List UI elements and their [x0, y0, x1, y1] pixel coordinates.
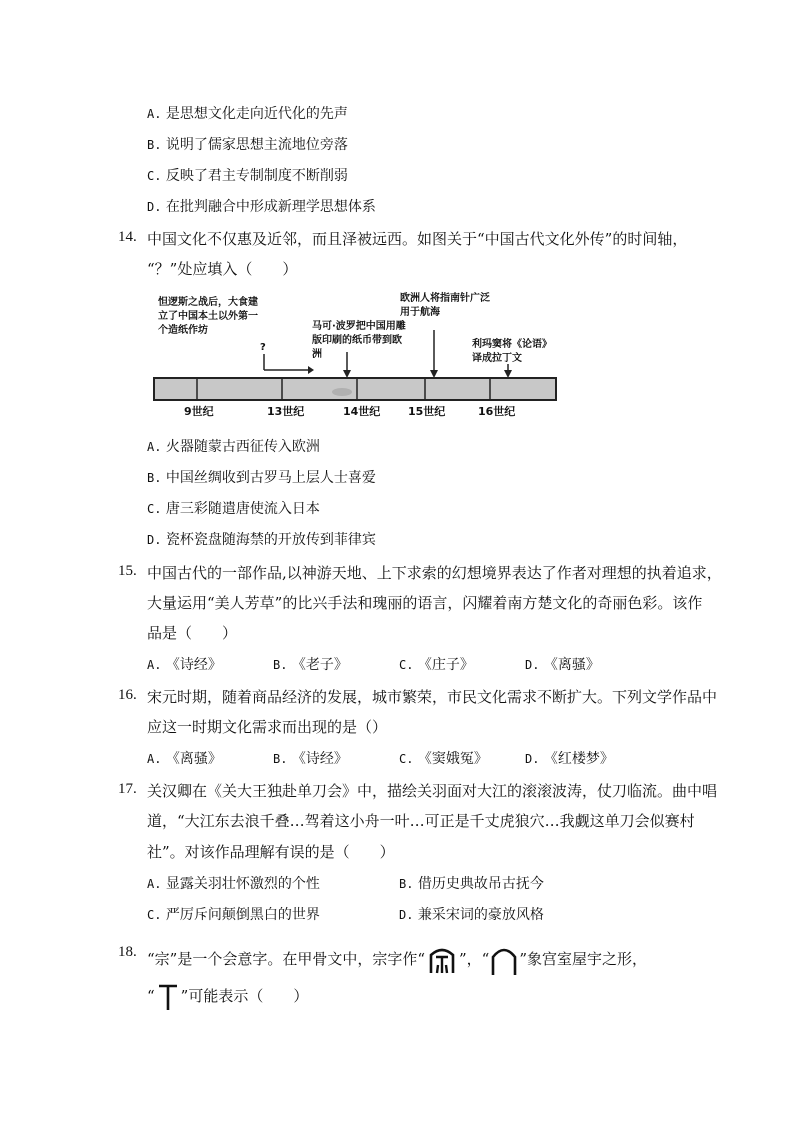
q17-option-d: D. 兼采宋词的豪放风格 — [399, 907, 544, 923]
q15-option-c: C. 《庄子》 — [399, 657, 474, 673]
event-paper-workshop: 怛逻斯之战后，大食建立了中国本土以外第一个造纸作坊 — [158, 297, 258, 336]
ricci-arrowhead — [504, 370, 512, 378]
q15-option-b: B. 《老子》 — [273, 657, 348, 673]
q14-stem-line1: 中国文化不仅惠及近邻，而且泽被远西。如图关于“中国古代文化外传”的时间轴， — [147, 230, 688, 248]
timeline-bar — [154, 378, 556, 400]
q14-stem-line2: “？”处应填入（ ） — [147, 260, 298, 278]
event-ricci-analects: 利玛窦将《论语》译成拉丁文 — [472, 339, 552, 364]
q16-option-b: B. 《诗经》 — [273, 751, 348, 767]
q15-option-a: A. 《诗经》 — [147, 657, 222, 673]
q16-number: 16. — [118, 687, 137, 703]
marco-polo-arrowhead — [343, 370, 351, 378]
q17-option-c: C. 严厉斥问颠倒黑白的世界 — [147, 907, 320, 923]
q15-stem-line1: 中国古代的一部作品,以神游天地、上下求索的幻想境界表达了作者对理想的执着追求， — [147, 564, 722, 582]
q14-number: 14. — [118, 229, 137, 245]
q16-option-c: C. 《窦娥冤》 — [399, 751, 488, 767]
qmark-arrowhead — [308, 366, 314, 374]
q13-option-b: B. 说明了儒家思想主流地位旁落 — [147, 137, 348, 153]
q17-stem-line1: 关汉卿在《关大王独赴单刀会》中，描绘关羽面对大江的滚滚波涛，仗刀临流。曲中唱 — [147, 782, 718, 800]
tick-label-14c: 14世纪 — [343, 405, 381, 418]
q14-option-b: B. 中国丝绸收到古罗马上层人士喜爱 — [147, 470, 376, 486]
q13-option-a: A. 是思想文化走向近代化的先声 — [147, 106, 348, 122]
oracle-roof-glyph — [489, 943, 519, 977]
q18-stem-line1: “宗”是一个会意字。在甲骨文中，宗字作“ ”，“ ”象宫室屋宇之形， — [147, 943, 647, 977]
q13-option-c: C. 反映了君主专制制度不断削弱 — [147, 168, 348, 184]
timeline-figure — [150, 288, 560, 420]
oracle-zong-glyph — [425, 943, 459, 977]
smudge-mark — [332, 388, 352, 396]
tick-label-13c: 13世纪 — [267, 405, 305, 418]
q16-option-a: A. 《离骚》 — [147, 751, 222, 767]
q17-number: 17. — [118, 781, 137, 797]
q14-option-d: D. 瓷杯瓷盘随海禁的开放传到菲律宾 — [147, 532, 376, 548]
q18-stem-line2: “ ”可能表示（ ） — [147, 980, 308, 1014]
q15-option-d: D. 《离骚》 — [525, 657, 600, 673]
event-compass: 欧洲人将指南针广泛用于航海 — [400, 293, 490, 318]
q16-option-d: D. 《红楼梦》 — [525, 751, 614, 767]
q17-stem-line2: 道，“大江东去浪千叠…驾着这小舟一叶…可正是千丈虎狼穴…我觑这单刀会似赛村 — [147, 812, 695, 830]
event-marco-polo: 马可·波罗把中国用雕版印刷的纸币带到欧洲 — [312, 321, 406, 360]
q17-option-a: A. 显露关羽壮怀激烈的个性 — [147, 876, 320, 892]
tick-label-15c: 15世纪 — [408, 405, 446, 418]
q15-stem-line2: 大量运用“美人芳草”的比兴手法和瑰丽的语言，闪耀着南方楚文化的奇丽色彩。该作 — [147, 594, 703, 612]
q15-stem-line3: 品是（ ） — [147, 624, 238, 642]
q18-number: 18. — [118, 944, 137, 960]
q13-option-d: D. 在批判融合中形成新理学思想体系 — [147, 199, 376, 215]
q16-stem-line2: 应这一时期文化需求而出现的是（） — [147, 718, 388, 736]
q16-stem-line1: 宋元时期，随着商品经济的发展，城市繁荣，市民文化需求不断扩大。下列文学作品中 — [147, 688, 718, 706]
q14-option-a: A. 火器随蒙古西征传入欧洲 — [147, 439, 320, 455]
tick-label-9c: 9世纪 — [184, 405, 214, 418]
q15-number: 15. — [118, 563, 137, 579]
question-mark: ? — [260, 342, 266, 353]
q17-stem-line3: 社”。对该作品理解有误的是（ ） — [147, 843, 395, 861]
q14-option-c: C. 唐三彩随遣唐使流入日本 — [147, 501, 320, 517]
compass-arrowhead — [430, 370, 438, 378]
tick-label-16c: 16世纪 — [478, 405, 516, 418]
q17-option-b: B. 借历史典故吊古抚今 — [399, 876, 544, 892]
oracle-shi-glyph — [155, 980, 181, 1014]
